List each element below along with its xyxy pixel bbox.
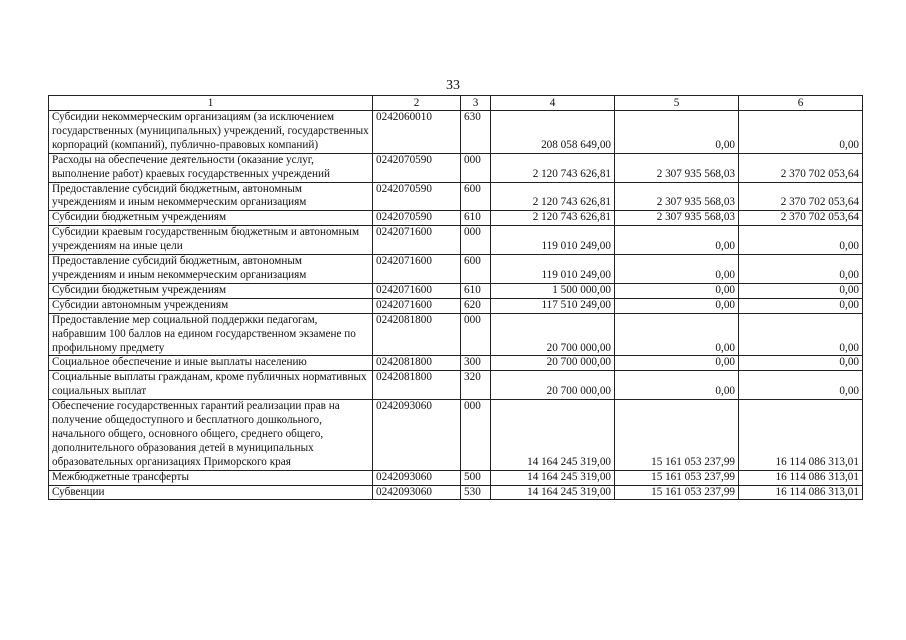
target-article-cell: 0242093060 <box>373 400 461 471</box>
table-row <box>49 255 863 284</box>
header-row <box>49 96 863 111</box>
expense-type-cell: 320 <box>461 371 491 400</box>
amount-col4-cell: 2 120 743 626,81 <box>491 153 615 182</box>
expense-type-cell: 610 <box>461 211 491 226</box>
row-name-cell: Субсидии бюджетным учреждениям <box>49 211 373 226</box>
expense-type-cell: 000 <box>461 226 491 255</box>
column-header: 3 <box>461 96 491 111</box>
amount-col4-cell: 20 700 000,00 <box>491 356 615 371</box>
amount-col5-cell: 0,00 <box>615 283 739 298</box>
amount-col6-cell: 16 114 086 313,01 <box>739 470 863 485</box>
target-article-cell: 0242093060 <box>373 485 461 500</box>
expense-type-cell: 600 <box>461 255 491 284</box>
target-article-cell: 0242081800 <box>373 356 461 371</box>
row-name-cell: Предоставление субсидий бюджетным, автономным учреждениям и иным некоммерческим организациям <box>49 182 373 211</box>
row-name-cell: Субсидии бюджетным учреждениям <box>49 283 373 298</box>
amount-col5-cell: 0,00 <box>615 298 739 313</box>
target-article-cell: 0242060010 <box>373 111 461 154</box>
amount-col5-cell: 15 161 053 237,99 <box>615 400 739 471</box>
column-header: 6 <box>739 96 863 111</box>
amount-col5-cell: 15 161 053 237,99 <box>615 485 739 500</box>
column-header: 1 <box>49 96 373 111</box>
amount-col4-cell: 119 010 249,00 <box>491 255 615 284</box>
table-row <box>49 226 863 255</box>
amount-col5-cell: 2 307 935 568,03 <box>615 182 739 211</box>
amount-col4-cell: 14 164 245 319,00 <box>491 400 615 471</box>
page-number: 33 <box>446 78 460 93</box>
amount-col6-cell: 16 114 086 313,01 <box>739 485 863 500</box>
amount-col4-cell: 119 010 249,00 <box>491 226 615 255</box>
amount-col4-cell: 14 164 245 319,00 <box>491 470 615 485</box>
expense-type-cell: 300 <box>461 356 491 371</box>
row-name-cell: Социальное обеспечение и иные выплаты населению <box>49 356 373 371</box>
amount-col5-cell: 0,00 <box>615 111 739 154</box>
row-name-cell: Субсидии краевым государственным бюджетным и автономным учреждениям на иные цели <box>49 226 373 255</box>
amount-col6-cell: 2 370 702 053,64 <box>739 211 863 226</box>
amount-col5-cell: 0,00 <box>615 356 739 371</box>
table-row <box>49 371 863 400</box>
amount-col6-cell: 2 370 702 053,64 <box>739 182 863 211</box>
amount-col5-cell: 2 307 935 568,03 <box>615 211 739 226</box>
amount-col4-cell: 2 120 743 626,81 <box>491 182 615 211</box>
table-row <box>49 298 863 313</box>
table-row <box>49 211 863 226</box>
amount-col4-cell: 208 058 649,00 <box>491 111 615 154</box>
amount-col6-cell: 2 370 702 053,64 <box>739 153 863 182</box>
row-name-cell: Субсидии некоммерческим организациям (за исключением государственных (муниципальных) учреждений, государственных корпораций (компаний), публично-правовых компаний) <box>49 111 373 154</box>
target-article-cell: 0242070590 <box>373 211 461 226</box>
table-row <box>49 153 863 182</box>
amount-col4-cell: 2 120 743 626,81 <box>491 211 615 226</box>
table-row <box>49 111 863 154</box>
amount-col5-cell: 0,00 <box>615 313 739 356</box>
amount-col5-cell: 0,00 <box>615 255 739 284</box>
row-name-cell: Социальные выплаты гражданам, кроме публичных нормативных социальных выплат <box>49 371 373 400</box>
column-header: 4 <box>491 96 615 111</box>
amount-col6-cell: 0,00 <box>739 298 863 313</box>
row-name-cell: Обеспечение государственных гарантий реализации прав на получение общедоступного и бесплатного дошкольного, начального общего, основного общего, среднего общего, дополнительного образования детей в муниципальных образовательных организациях Приморского края <box>49 400 373 471</box>
amount-col6-cell: 0,00 <box>739 255 863 284</box>
amount-col5-cell: 0,00 <box>615 371 739 400</box>
amount-col6-cell: 16 114 086 313,01 <box>739 400 863 471</box>
expense-type-cell: 530 <box>461 485 491 500</box>
amount-col6-cell: 0,00 <box>739 226 863 255</box>
target-article-cell: 0242071600 <box>373 226 461 255</box>
expense-type-cell: 000 <box>461 153 491 182</box>
target-article-cell: 0242071600 <box>373 298 461 313</box>
amount-col5-cell: 0,00 <box>615 226 739 255</box>
expense-type-cell: 630 <box>461 111 491 154</box>
target-article-cell: 0242070590 <box>373 153 461 182</box>
row-name-cell: Предоставление субсидий бюджетным, автономным учреждениям и иным некоммерческим организациям <box>49 255 373 284</box>
amount-col6-cell: 0,00 <box>739 283 863 298</box>
column-header: 5 <box>615 96 739 111</box>
table-row <box>49 182 863 211</box>
amount-col4-cell: 20 700 000,00 <box>491 371 615 400</box>
target-article-cell: 0242081800 <box>373 313 461 356</box>
table-row <box>49 470 863 485</box>
amount-col6-cell: 0,00 <box>739 111 863 154</box>
target-article-cell: 0242071600 <box>373 255 461 284</box>
amount-col6-cell: 0,00 <box>739 313 863 356</box>
table-body <box>49 111 863 500</box>
amount-col4-cell: 14 164 245 319,00 <box>491 485 615 500</box>
row-name-cell: Предоставление мер социальной поддержки педагогам, набравшим 100 баллов на едином государственном экзамене по профильному предмету <box>49 313 373 356</box>
amount-col5-cell: 2 307 935 568,03 <box>615 153 739 182</box>
table-row <box>49 485 863 500</box>
target-article-cell: 0242070590 <box>373 182 461 211</box>
expense-type-cell: 500 <box>461 470 491 485</box>
row-name-cell: Субвенции <box>49 485 373 500</box>
expense-type-cell: 620 <box>461 298 491 313</box>
target-article-cell: 0242093060 <box>373 470 461 485</box>
row-name-cell: Субсидии автономным учреждениям <box>49 298 373 313</box>
amount-col4-cell: 1 500 000,00 <box>491 283 615 298</box>
amount-col4-cell: 20 700 000,00 <box>491 313 615 356</box>
row-name-cell: Расходы на обеспечение деятельности (оказание услуг, выполнение работ) краевых государственных учреждений <box>49 153 373 182</box>
amount-col6-cell: 0,00 <box>739 371 863 400</box>
row-name-cell: Межбюджетные трансферты <box>49 470 373 485</box>
amount-col6-cell: 0,00 <box>739 356 863 371</box>
expense-type-cell: 610 <box>461 283 491 298</box>
target-article-cell: 0242081800 <box>373 371 461 400</box>
expense-type-cell: 600 <box>461 182 491 211</box>
column-header: 2 <box>373 96 461 111</box>
table-row <box>49 356 863 371</box>
table-row <box>49 313 863 356</box>
amount-col5-cell: 15 161 053 237,99 <box>615 470 739 485</box>
table-row <box>49 283 863 298</box>
expense-type-cell: 000 <box>461 400 491 471</box>
target-article-cell: 0242071600 <box>373 283 461 298</box>
table-row <box>49 400 863 471</box>
expense-type-cell: 000 <box>461 313 491 356</box>
budget-table <box>48 95 863 500</box>
amount-col4-cell: 117 510 249,00 <box>491 298 615 313</box>
